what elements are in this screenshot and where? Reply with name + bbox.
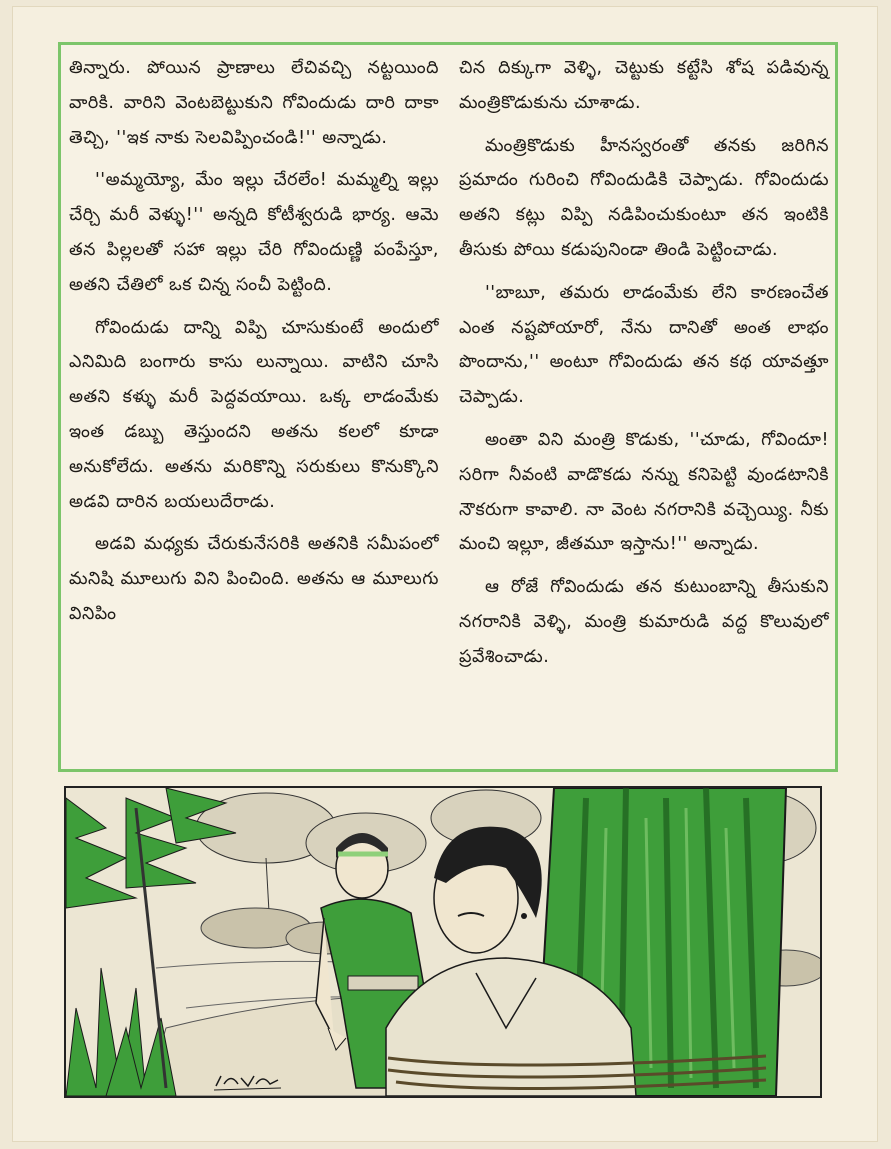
story-paragraph: గోవిందుడు దాన్ని విప్పి చూసుకుంటే అందులో ఎనిమిది బంగారు కాసు లున్నాయి. వాటిని చూసి అతని కళ్ళు మరీ పెద్దవయాయి. ఒక్క లాడంమేకు ఇంత డబ్బు తెస్తుందని అతను కలలో కూడా అనుకోలేదు. అతను మరికొన్ని సరుకులు కొనుక్కొని అడవి దారిన బయలుదేరాడు. bbox=[69, 317, 439, 512]
story-paragraph: ''అమ్మయ్యో, మేం ఇల్లు చేరలేం! మమ్మల్ని ఇల్లు చేర్చి మరీ వెళ్ళు!'' అన్నది కోటీశ్వరుడి భార్య. ఆమె తన పిల్లలతో సహా ఇల్లు చేరి గోవిందుణ్ణి పంపేస్తూ, అతని చేతిలో ఒక చిన్న సంచీ పెట్టింది. bbox=[69, 170, 439, 295]
story-paragraph: ఆ రోజే గోవిందుడు తన కుటుంబాన్ని తీసుకుని నగరానికి వెళ్ళి, మంత్రి కుమారుడి వద్ద కొలువులో ప్రవేశించాడు. bbox=[459, 577, 829, 667]
story-illustration bbox=[64, 786, 822, 1098]
story-paragraph: అడవి మధ్యకు చేరుకునేసరికి అతనికి సమీపంలో మనిషి మూలుగు విని పించింది. అతను ఆ మూలుగు వినిపిం bbox=[69, 534, 439, 624]
story-paragraph: తిన్నారు. పోయిన ప్రాణాలు లేచివచ్చి నట్టయింది వారికి. వారిని వెంటబెట్టుకుని గోవిందుడు దారి దాకా తెచ్చి, ''ఇక నాకు సెలవిప్పించండి!'' అన్నాడు. bbox=[69, 58, 439, 148]
story-text-panel bbox=[58, 42, 838, 772]
story-paragraph: చిన దిక్కుగా వెళ్ళి, చెట్టుకు కట్టేసి శోష పడివున్న మంత్రికొడుకును చూశాడు. bbox=[459, 58, 829, 113]
story-paragraph: మంత్రికొడుకు హీనస్వరంతో తనకు జరిగిన ప్రమాదం గురించి గోవిందుడికి చెప్పాడు. గోవిందుడు అతని కట్లు విప్పి నడిపించుకుంటూ తన ఇంటికి తీసుకు పోయి కడుపునిండా తిండి పెట్టించాడు. bbox=[459, 135, 829, 260]
comic-page bbox=[12, 6, 878, 1142]
story-paragraph: అంతా విని మంత్రి కొడుకు, ''చూడు, గోవిందూ! సరిగా నీవంటి వాడొకడు నన్ను కనిపెట్టి వుండటానికి నౌకరుగా కావాలి. నా వెంట నగరానికి వచ్చెయ్యి. నీకు మంచి ఇల్లూ, జీతమూ ఇస్తాను!'' అన్నాడు. bbox=[459, 429, 829, 555]
story-column-right bbox=[459, 51, 829, 683]
story-paragraph: ''బాబూ, తమరు లాడంమేకు లేని కారణంచేత ఎంత నష్టపోయారో, నేను దానితో అంత లాభం పొందాను,'' అంటూ గోవిందుడు తన కథ యావత్తూ చెప్పాడు. bbox=[459, 282, 829, 408]
story-column-left bbox=[69, 51, 439, 640]
